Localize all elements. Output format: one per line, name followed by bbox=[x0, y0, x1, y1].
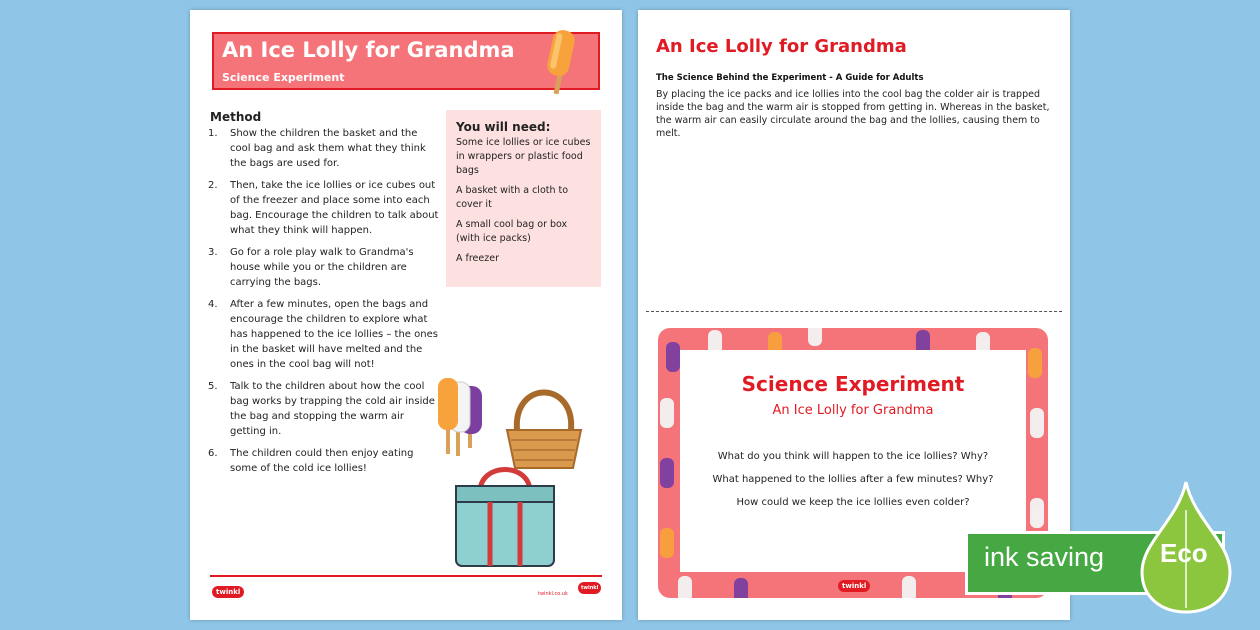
card-question: What do you think will happen to the ice lollies? Why? bbox=[717, 451, 989, 462]
left-header-banner bbox=[212, 32, 600, 90]
method-steps bbox=[208, 126, 440, 483]
need-item: Some ice lollies or ice cubes in wrappers or plastic food bags bbox=[456, 137, 591, 176]
guide-text: By placing the ice packs and ice lollies into the cool bag the colder air is trapped inside the bag and the warm air is stopped from getting in. Whereas in the basket, the warm air can easily circulate around the bag and the lollies, causing them to melt. bbox=[656, 89, 1050, 139]
method-step: 6. The children could then enjoy eating some of the cold ice lollies! bbox=[208, 448, 414, 474]
right-page bbox=[638, 10, 1070, 620]
cut-line bbox=[646, 311, 1062, 312]
twinkl-logo: twinkl bbox=[578, 582, 601, 594]
footer-divider bbox=[210, 575, 602, 577]
method-step: 1. Show the children the basket and the cool bag and ask them what they think the bags are used for. bbox=[208, 128, 426, 169]
ink-saving-label: ink saving bbox=[984, 542, 1105, 572]
card-title: Science Experiment bbox=[741, 372, 965, 396]
method-heading: Method bbox=[210, 110, 262, 124]
left-page-subtitle: Science Experiment bbox=[222, 71, 345, 84]
you-will-need-box bbox=[446, 110, 601, 287]
need-item: A basket with a cloth to cover it bbox=[456, 185, 569, 210]
footer-url: twinkl.co.uk bbox=[538, 591, 568, 597]
eco-label: Eco bbox=[1160, 538, 1208, 568]
right-page-title: An Ice Lolly for Grandma bbox=[656, 36, 907, 57]
method-step: 5. Talk to the children about how the cool bag works by trapping the cold air inside the bag and stopping the warm air getting in. bbox=[208, 381, 435, 437]
basket-illustration bbox=[503, 380, 585, 472]
method-step: 2. Then, take the ice lollies or ice cubes out of the freezer and place some into each bag. Encourage the children to talk about what they think will happen. bbox=[208, 180, 439, 236]
card-question: What happened to the lollies after a few minutes? Why? bbox=[712, 474, 994, 485]
method-step: 4. After a few minutes, open the bags and encourage the children to explore what has happened to the ice lollies – the ones in the basket will have melted and the ones in the cool bag will not! bbox=[208, 299, 438, 370]
card-subtitle: An Ice Lolly for Grandma bbox=[772, 403, 934, 418]
need-item: A freezer bbox=[456, 253, 499, 264]
twinkl-logo: twinkl bbox=[212, 586, 244, 598]
card-question: How could we keep the ice lollies even colder? bbox=[736, 497, 970, 508]
ice-lollies-illustration bbox=[438, 378, 498, 458]
left-page bbox=[190, 10, 622, 620]
left-page-title: An Ice Lolly for Grandma bbox=[222, 38, 515, 62]
twinkl-logo: twinkl bbox=[838, 580, 870, 592]
ice-lolly-icon bbox=[544, 28, 580, 98]
need-item: A small cool bag or box (with ice packs) bbox=[456, 219, 568, 244]
guide-heading: The Science Behind the Experiment - A Guide for Adults bbox=[656, 73, 924, 83]
method-step: 3. Go for a role play walk to Grandma's house while you or the children are carrying the bags. bbox=[208, 247, 414, 288]
you-will-need-heading: You will need: bbox=[456, 120, 551, 134]
cool-bag-illustration bbox=[450, 462, 560, 572]
